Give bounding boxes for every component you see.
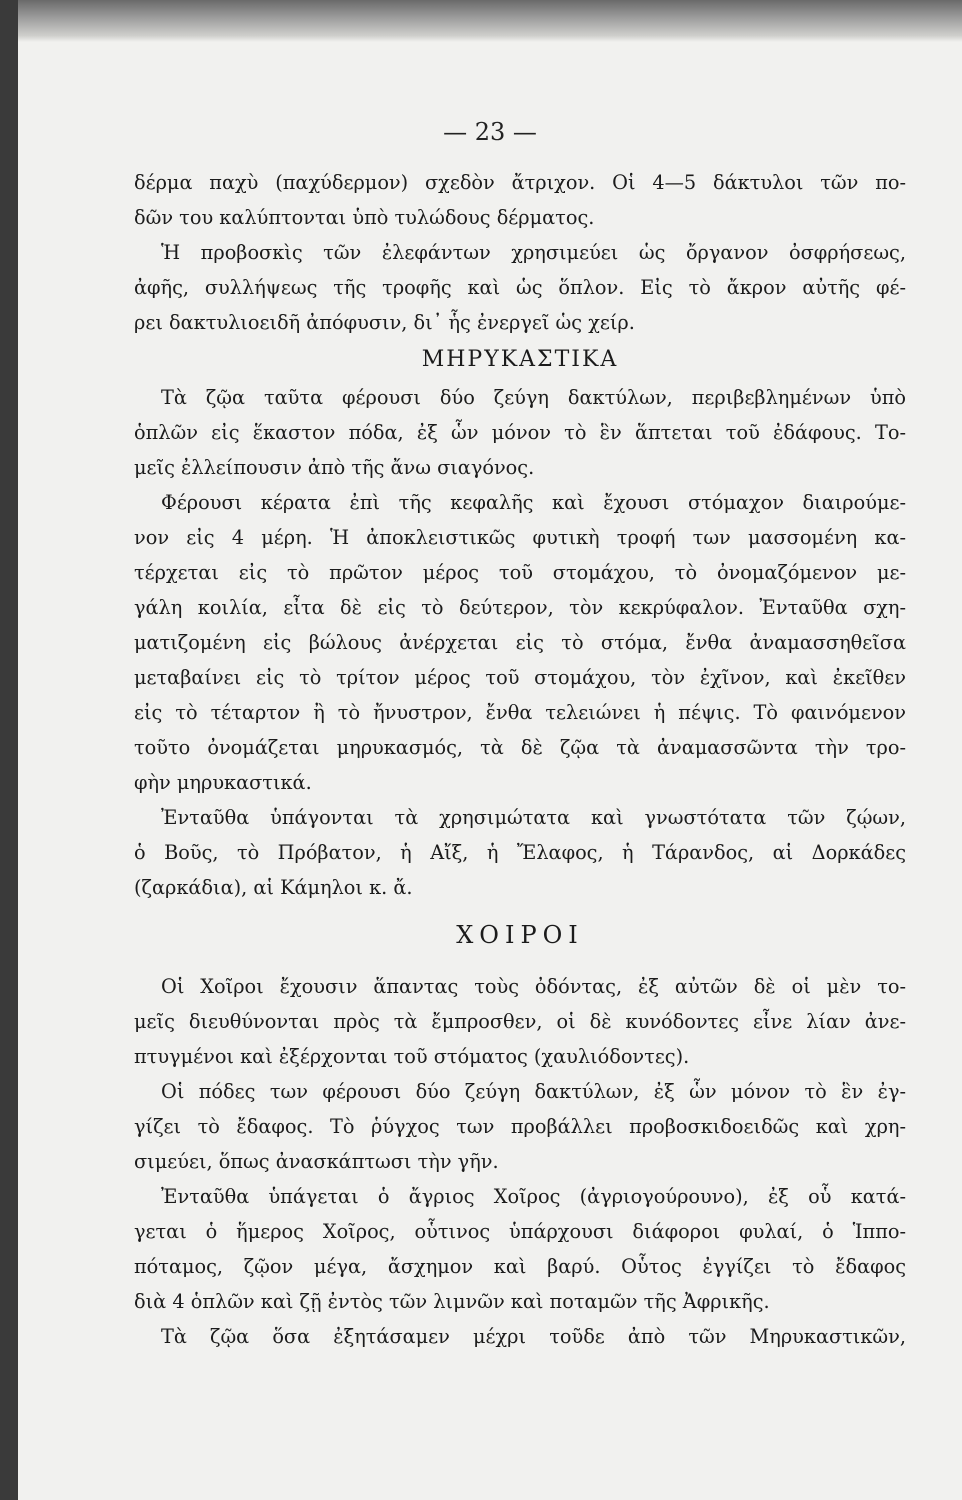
text-line: φὴν μηρυκαστικά. <box>134 771 312 794</box>
text-line: Οἱ πόδες των φέρουσι δύο ζεύγη δακτύλων, ἐξ ὧν μόνον τὸ ἓν ἐγ- <box>161 1080 906 1103</box>
text-line: Ἐνταῦθα ὑπάγονται τὰ χρησιμώτατα καὶ γνωστότατα τῶν ζῴων, <box>161 806 906 829</box>
text-line: Ἐνταῦθα ὑπάγεται ὁ ἄγριος Χοῖρος (ἀγριογούρουνο), ἐξ οὗ κατά- <box>161 1185 906 1208</box>
text-line: γάλη κοιλία, εἶτα δὲ εἰς τὸ δεύτερον, τὸν κεκρύφαλον. Ἐνταῦθα σχη- <box>134 596 906 619</box>
text-line: ρει δακτυλιοειδῆ ἀπόφυσιν, δι᾽ ἧς ἐνεργεῖ ὡς χείρ. <box>134 311 635 334</box>
text-line: ὁπλῶν εἰς ἕκαστον πόδα, ἐξ ὧν μόνον τὸ ἓν ἅπτεται τοῦ ἐδάφους. Το- <box>134 421 906 444</box>
text-line: Φέρουσι κέρατα ἐπὶ τῆς κεφαλῆς καὶ ἔχουσι στόμαχον διαιρούμε- <box>161 491 906 514</box>
text-line: ὁ Βοῦς, τὸ Πρόβατον, ἡ Αἴξ, ἡ Ἔλαφος, ἡ Τάρανδος, αἱ Δορκάδες <box>134 841 906 864</box>
text-line: Τὰ ζῷα ὅσα ἐξητάσαμεν μέχρι τοῦδε ἀπὸ τῶν Μηρυκαστικῶν, <box>161 1325 906 1348</box>
text-line: εἰς τὸ τέταρτον ἢ τὸ ἤνυστρον, ἔνθα τελειώνει ἡ πέψις. Τὸ φαινόμενον <box>134 701 906 724</box>
text-line: Τὰ ζῷα ταῦτα φέρουσι δύο ζεύγη δακτύλων, περιβεβλημένων ὑπὸ <box>161 386 906 409</box>
text-line: ἀφῆς, συλλήψεως τῆς τροφῆς καὶ ὡς ὅπλον. Εἰς τὸ ἄκρον αὐτῆς φέ- <box>134 276 906 299</box>
text-line: νον εἰς 4 μέρη. Ἡ ἀποκλειστικῶς φυτικὴ τροφή των μασσομένη κα- <box>134 526 906 549</box>
text-line: μεῖς διευθύνονται πρὸς τὰ ἔμπροσθεν, οἱ δὲ κυνόδοντες εἶνε λίαν ἀνε- <box>134 1010 906 1033</box>
page-body <box>134 165 906 1354</box>
text-line: τοῦτο ὀνομάζεται μηρυκασμός, τὰ δὲ ζῷα τὰ ἀναμασσῶντα τὴν τρο- <box>134 736 906 759</box>
text-line: διὰ 4 ὁπλῶν καὶ ζῇ ἐντὸς τῶν λιμνῶν καὶ ποταμῶν τῆς Ἀφρικῆς. <box>134 1290 770 1313</box>
text-line: σιμεύει, ὅπως ἀνασκάπτωσι τὴν γῆν. <box>134 1150 499 1173</box>
text-line: μεταβαίνει εἰς τὸ τρίτον μέρος τοῦ στομάχου, τὸν ἐχῖνον, καὶ ἐκεῖθεν <box>134 666 906 689</box>
section-heading-ruminants: ΜΗΡΥΚΑΣΤΙΚΑ <box>421 347 619 372</box>
text-line: Ἡ προβοσκὶς τῶν ἐλεφάντων χρησιμεύει ὡς ὄργανον ὀσφρήσεως, <box>161 241 906 264</box>
text-line: δέρμα παχὺ (παχύδερμον) σχεδὸν ἄτριχον. Οἱ 4—5 δάκτυλοι τῶν πο- <box>134 171 906 194</box>
text-line: τέρχεται εἰς τὸ πρῶτον μέρος τοῦ στομάχου, τὸ ὀνομαζόμενον με- <box>134 561 906 584</box>
text-line: γίζει τὸ ἔδαφος. Τὸ ῥύγχος των προβάλλει προβοσκιδοειδῶς καὶ χρη- <box>134 1115 906 1138</box>
text-line: μεῖς ἐλλείπουσιν ἀπὸ τῆς ἄνω σιαγόνος. <box>134 456 535 479</box>
page-number: — 23 — <box>443 118 537 146</box>
text-line: ματιζομένη εἰς βώλους ἀνέρχεται εἰς τὸ στόμα, ἔνθα ἀναμασσηθεῖσα <box>134 631 906 654</box>
text-line: πόταμος, ζῷον μέγα, ἄσχημον καὶ βαρύ. Οὗτος ἐγγίζει τὸ ἔδαφος <box>134 1255 906 1278</box>
section-heading-swine: ΧΟΙΡΟΙ <box>456 921 584 949</box>
scan-top-edge <box>18 0 962 42</box>
text-line: δῶν του καλύπτονται ὑπὸ τυλώδους δέρματος. <box>134 206 595 229</box>
text-line: Οἱ Χοῖροι ἔχουσιν ἅπαντας τοὺς ὀδόντας, ἐξ αὐτῶν δὲ οἱ μὲν το- <box>161 975 906 998</box>
book-page <box>18 0 962 1500</box>
text-line: (ζαρκάδια), αἱ Κάμηλοι κ. ἄ. <box>134 876 413 899</box>
text-line: γεται ὁ ἥμερος Χοῖρος, οὗτινος ὑπάρχουσι διάφοροι φυλαί, ὁ Ἱππο- <box>134 1220 906 1243</box>
text-line: πτυγμένοι καὶ ἐξέρχονται τοῦ στόματος (χαυλιόδοντες). <box>134 1045 690 1068</box>
